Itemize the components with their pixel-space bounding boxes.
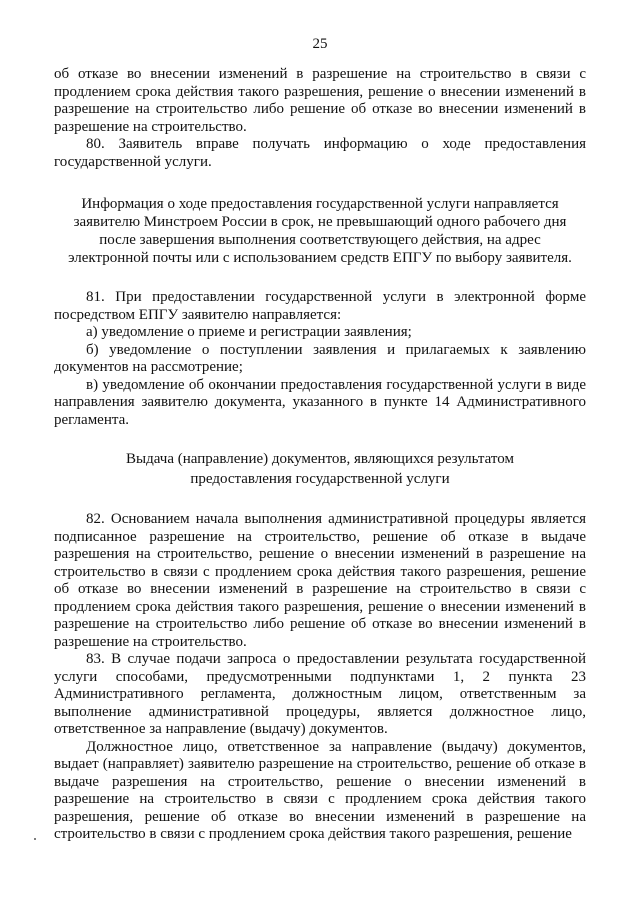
paragraph-81-item-c: в) уведомление об окончании предоставления государственной услуги в виде направления заявителю документа, указанного в пункте 14 Административного регламента. [54, 376, 586, 428]
section-heading [54, 449, 586, 489]
paragraph-80: 80. Заявитель вправе получать информацию о ходе предоставления государственной услуги. [54, 136, 586, 170]
page-content [54, 66, 586, 844]
paragraph-81: 81. При предоставлении государственной услуги в электронной форме посредством ЕПГУ заявителю направляется: [54, 289, 586, 323]
info-note: Информация о ходе предоставления государственной услуги направляется заявителю Минстроем России в срок, не превышающий одного рабочего дня после завершения выполнения соответствующего действия, на адрес электронной почты или с использованием средств ЕПГУ по выбору заявителя. [68, 196, 572, 266]
continuation-paragraph: об отказе во внесении изменений в разрешение на строительство в связи с продлением срока действия такого разрешения, решение о внесении изменений в разрешение на строительство либо решение об отказе во внесении изменений в разрешение на строительство. [54, 66, 586, 135]
paragraph-83: 83. В случае подачи запроса о предоставлении результата государственной услуги способами, предусмотренными подпунктами 1, 2 пункта 23 Административного регламента, должностным лицом, ответственным за выполнение административной процедуры, является должностное лицо, ответственное за направление (выдачу) документов. [54, 651, 586, 737]
paragraph-82: 82. Основанием начала выполнения административной процедуры является подписанное разрешение на строительство, решение об отказе в выдаче разрешения на строительство, решение о внесении изменений в разрешение на строительство в связи с продлением срока действия такого разрешения, решение об отказе во внесении изменений в разрешение на строительство в связи с продлением срока действия такого разрешения, решение о внесении изменений в разрешение на строительство либо решение об отказе во внесении изменений в разрешение на строительство. [54, 511, 586, 650]
page-number: 25 [312, 36, 328, 52]
paragraph-81-item-a: а) уведомление о приеме и регистрации заявления; [86, 324, 412, 340]
paragraph-81-item-b: б) уведомление о поступлении заявления и прилагаемых к заявлению документов на рассмотрение; [54, 341, 586, 375]
section-heading-line-1: Выдача (направление) документов, являющихся результатом [126, 451, 514, 467]
paragraph-83-continuation: Должностное лицо, ответственное за направление (выдачу) документов, выдает (направляет) заявителю разрешение на строительство, решение об отказе в выдаче разрешения на строительство, решение о внесении изменений в разрешение на строительство в связи с продлением срока действия такого разрешения, решение об отказе во внесении изменений в разрешение на строительство в связи с продлением срока действия такого разрешения, решение [54, 738, 586, 842]
scan-artifact [34, 838, 36, 840]
section-heading-line-2: предоставления государственной услуги [190, 471, 450, 487]
